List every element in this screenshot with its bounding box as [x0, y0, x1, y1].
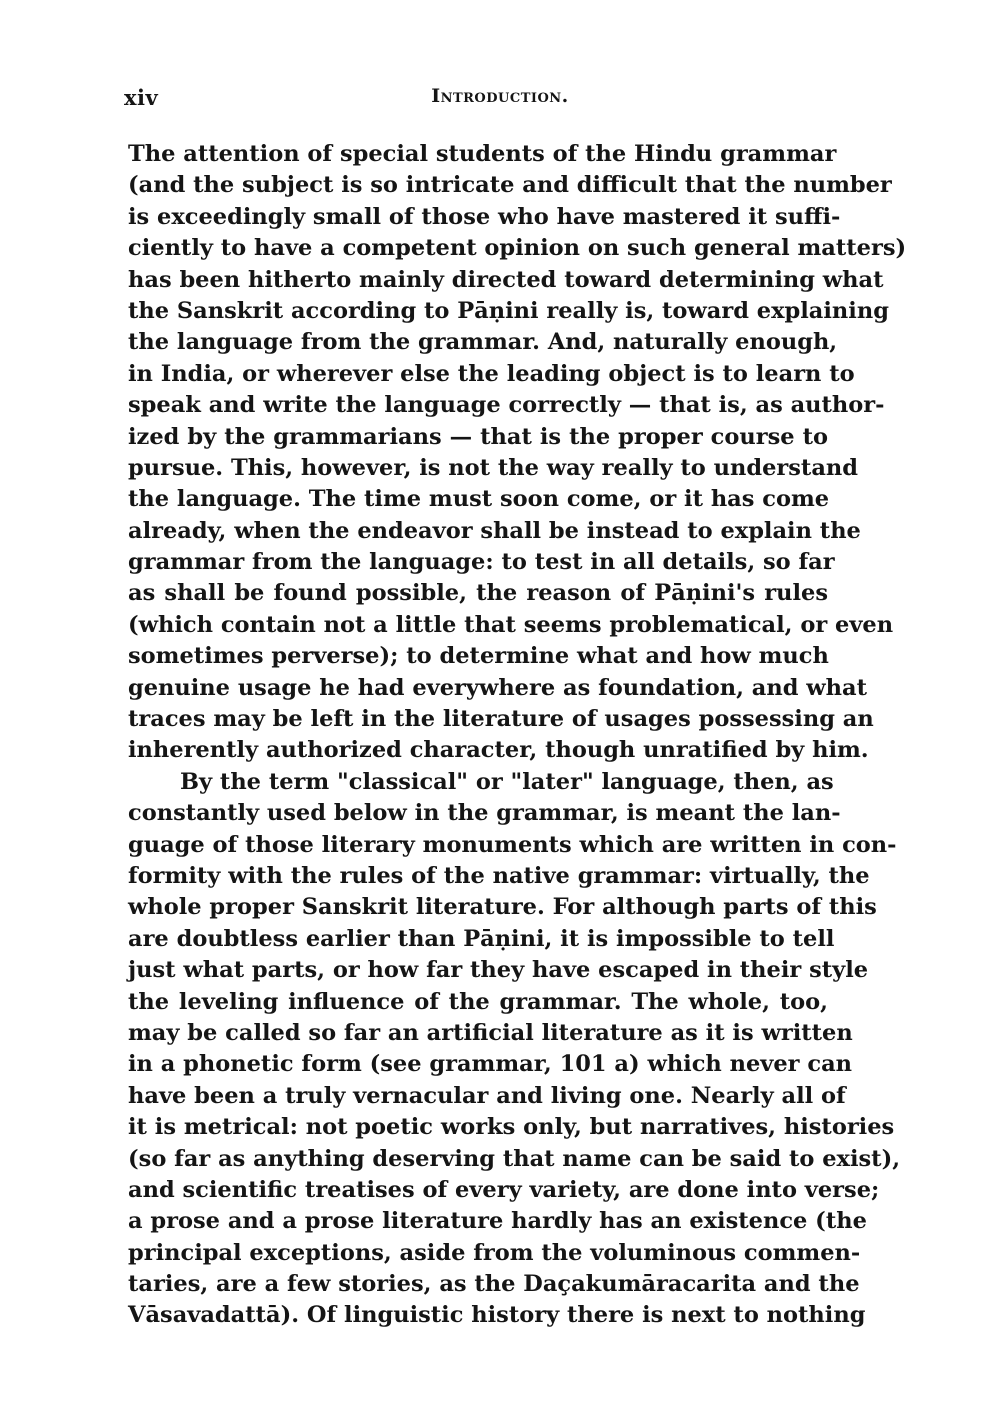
text-line: The attention of special students of the Hindu grammar [128, 141, 837, 167]
text-line: may be called so far an artificial literature as it is written [128, 1019, 853, 1046]
text-line: the language. The time must soon come, or it has come [128, 486, 830, 513]
running-head-text: Introduction. [431, 85, 569, 107]
text-line: the language from the grammar. And, naturally enough, [128, 329, 838, 356]
text-line: constantly used below in the grammar, is meant the lan- [128, 800, 841, 827]
running-head [300, 85, 700, 107]
text-line: the leveling influence of the grammar. The whole, too, [128, 988, 828, 1015]
text-line: ized by the grammarians — that is the proper course to [128, 423, 828, 450]
text-line: have been a truly vernacular and living one. Nearly all of [128, 1082, 846, 1109]
text-line: already, when the endeavor shall be instead to explain the [128, 517, 861, 544]
text-line: pursue. This, however, is not the way really to understand [128, 454, 858, 481]
text-line: is exceedingly small of those who have mastered it suffi- [128, 203, 841, 230]
text-line: (and the subject is so intricate and difficult that the number [128, 172, 892, 199]
text-line: grammar from the language: to test in all details, so far [128, 549, 835, 576]
text-line: ciently to have a competent opinion on such general matters) [128, 235, 907, 262]
text-line: speak and write the language correctly — that is, as author- [128, 392, 885, 419]
text-line: in a phonetic form (see grammar, 101 a) which never can [128, 1051, 853, 1078]
text-line: guage of those literary monuments which are written in con- [128, 831, 897, 858]
text-line: By the term "classical" or "later" language, then, as [180, 768, 834, 795]
paragraph-1 [128, 139, 907, 767]
text-line: it is metrical: not poetic works only, but narratives, histories [128, 1114, 895, 1141]
text-line: (so far as anything deserving that name can be said to exist), [128, 1145, 901, 1172]
text-line: (which contain not a little that seems problematical, or even [128, 611, 894, 638]
text-line: as shall be found possible, the reason of Pāṇini's rules [128, 580, 828, 607]
text-line: principal exceptions, aside from the voluminous commen- [128, 1239, 861, 1266]
text-line: and scientific treatises of every variety, are done into verse; [128, 1176, 880, 1203]
text-line: in India, or wherever else the leading object is to learn to [128, 360, 855, 387]
text-line: just what parts, or how far they have escaped in their style [128, 957, 869, 984]
page-number: xiv [124, 85, 159, 110]
text-line: a prose and a prose literature hardly has an existence (the [128, 1208, 867, 1235]
text-line: Vāsavadattā). Of linguistic history there is next to nothing [128, 1302, 866, 1329]
paragraph-2 [128, 767, 901, 1332]
text-line: genuine usage he had everywhere as foundation, and what [128, 674, 867, 701]
text-line: whole proper Sanskrit literature. For although parts of this [128, 894, 877, 921]
text-line: inherently authorized character, though unratified by him. [128, 737, 869, 764]
text-line: taries, are a few stories, as the Daçakumāracarita and the [128, 1271, 860, 1298]
text-line: are doubtless earlier than Pāṇini, it is impossible to tell [128, 925, 835, 952]
text-line: the Sanskrit according to Pāṇini really is, toward explaining [128, 297, 889, 324]
text-line: formity with the rules of the native grammar: virtually, the [128, 862, 870, 889]
text-line: has been hitherto mainly directed toward determining what [128, 266, 884, 293]
body-text [128, 139, 907, 1332]
text-line: sometimes perverse); to determine what and how much [128, 643, 829, 670]
text-line: traces may be left in the literature of usages possessing an [128, 706, 874, 733]
